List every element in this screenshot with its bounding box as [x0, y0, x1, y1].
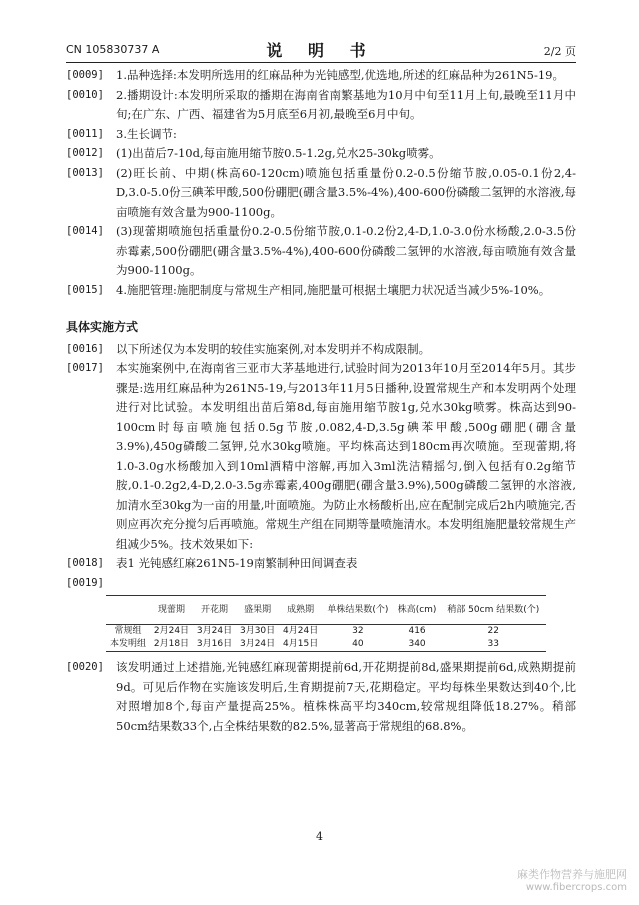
- table-row: [106, 625, 546, 639]
- paragraph-text: (3)现蕾期喷施包括重量份0.2-0.5份缩节胺,0.1-0.2份2,4-D,1.0-3.0份水杨酸,2.0-3.5份赤霉素,500份硼肥(硼含量3.5%-4%),400-600份磷酸二氢钾的水溶液,每亩喷施有效含量为900-1100g。: [116, 224, 576, 277]
- paragraph-number: [0014]: [66, 225, 104, 237]
- page-header: [66, 36, 576, 60]
- paragraph-0019: [66, 574, 576, 594]
- table-header-row: [106, 596, 546, 625]
- paragraph-0016: [66, 340, 576, 360]
- paragraph-text: (2)旺长前、中期(株高60-120cm)喷施包括重量份0.2-0.5份缩节胺,0.05-0.1份2,4-D,3.0-5.0份三碘苯甲酸,500份硼肥(硼含量3.5%-4%),400-600份磷酸二氢钾的水溶液,每亩喷施有效含量为900-1100g。: [116, 165, 576, 219]
- watermark: [517, 868, 627, 894]
- table-header-cell: 成熟期: [279, 596, 322, 625]
- field-survey-table: [106, 595, 546, 652]
- table-row: [106, 638, 546, 652]
- paragraph-number: [0017]: [66, 362, 104, 374]
- paragraph-0010: [66, 86, 576, 125]
- header-divider: [66, 62, 576, 63]
- table-cell: 3月24日: [236, 638, 279, 652]
- table-header-cell: 开花期: [193, 596, 236, 625]
- table-header-cell: 现蕾期: [150, 596, 193, 625]
- paragraph-text: 4.施肥管理:施肥制度与常规生产相同,施肥量可根据土壤肥力状况适当减少5%-10%。: [116, 282, 551, 297]
- table-header-cell: 盛果期: [236, 596, 279, 625]
- paragraph-number: [0009]: [66, 69, 104, 81]
- paragraph-number: [0011]: [66, 127, 104, 140]
- table-cell: 常规组: [114, 626, 142, 636]
- paragraph-number: [0013]: [66, 166, 104, 179]
- table-cell: 4月15日: [279, 638, 322, 652]
- watermark-title: 麻类作物营养与施肥网: [517, 868, 627, 881]
- table-cell: 3月30日: [239, 626, 276, 636]
- patent-number: CN 105830737 A: [66, 43, 160, 56]
- section-heading: 具体实施方式: [66, 320, 139, 334]
- paragraph-number: [0015]: [66, 283, 104, 296]
- paragraph-number: [0019]: [66, 576, 104, 589]
- table-cell: 2月24日: [153, 626, 190, 636]
- paragraph-text: 3.生长调节:: [116, 126, 177, 141]
- document-title: 说 明 书: [266, 41, 376, 60]
- table-cell: 32: [352, 626, 364, 636]
- paragraph-0014: [66, 222, 576, 281]
- table-cell: 33: [441, 638, 546, 652]
- paragraph-0015: [66, 281, 576, 301]
- paragraph-number: [0012]: [66, 147, 104, 159]
- table-cell: 416: [408, 626, 426, 636]
- paragraph-number: [0010]: [66, 88, 104, 101]
- paragraph-number: [0018]: [66, 557, 104, 569]
- table-header-cell: 单株结果数(个): [322, 596, 393, 625]
- paragraph-text: 2.播期设计:本发明所采取的播期在海南省南繁基地为10月中旬至11月上旬,最晚至11月中旬;在广东、广西、福建省为5月底至6月初,最晚至6月中旬。: [116, 87, 576, 121]
- page-indicator: 2/2 页: [543, 45, 576, 58]
- paragraph-text: 该发明通过上述措施,光钝感红麻现蕾期提前6d,开花期提前8d,盛果期提前6d,成熟期提前9d。可见后作物在实施该发明后,生育期提前7天,花期稳定。平均每株坐果数达到40个,比对照增加8个,每亩产量提高25%。植株株高平均340cm,较常规组降低18.27%。稍部50cm结果数33个,占全株结果数的82.5%,显著高于常规组的68.8%。: [116, 660, 576, 733]
- paragraph-text: 1.品种选择:本发明所选用的红麻品种为光钝感型,优选地,所述的红麻品种为261N5-19。: [116, 68, 565, 82]
- paragraph-0020: [66, 658, 576, 736]
- table-header-cell: [106, 596, 150, 625]
- paragraph-text: 以下所述仅为本发明的较佳实施案例,对本发明并不构成限制。: [116, 341, 431, 356]
- table-cell: 本发明组: [106, 638, 150, 652]
- paragraph-0017: [66, 359, 576, 554]
- paragraph-0018: [66, 554, 576, 574]
- paragraph-text: (1)出苗后7-10d,每亩施用缩节胺0.5-1.2g,兑水25-30kg喷雾。: [116, 146, 441, 160]
- table-cell: 22: [487, 626, 499, 636]
- table-header-cell: 稍部 50cm 结果数(个): [441, 596, 546, 625]
- paragraph-text: 本实施案例中,在海南省三亚市大茅基地进行,试验时间为2013年10月至2014年5月。其步骤是:选用红麻品种为261N5-19,与2013年11月5日播种,设置常规生产和本发明两个处理进行对比试验。本发明组出苗后第8d,每亩施用缩节胺1g,兑水30kg喷雾。株高达到90-100cm时每亩喷施包括0.5g节胺,0.082,4-D,3.5g碘苯甲酸,500g硼肥(硼含量3.9%),450g磷酸二氢钾,兑水30kg喷施。平均株高达到180cm再次喷施。至现蕾期,将1.0-3.0g水杨酸加入到10ml酒精中溶解,再加入3ml洗洁精摇匀,倒入包括有0.2g缩节胺,0.1-0.2g2,4-D,2.0-3.5g赤霉素,400g硼肥(硼含量3.9%),500g磷酸二氢钾的水溶液,加清水至30kg为一亩的用量,叶面喷施。为防止水杨酸析出,应在配制完成后2h内喷施完,否则应再次充分搅匀后再喷施。常规生产组在同期等量喷施清水。本发明组施肥量较常规生产组减少5%。技术效果如下:: [116, 361, 576, 551]
- paragraph-0013: [66, 164, 576, 223]
- table-cell: 3月16日: [193, 638, 236, 652]
- paragraph-number: [0016]: [66, 342, 104, 355]
- paragraph-text: [116, 574, 576, 594]
- document-body: [66, 66, 576, 736]
- table-cell: 40: [322, 638, 393, 652]
- table-cell: 2月18日: [150, 638, 193, 652]
- page-number: 4: [316, 830, 323, 843]
- paragraph-number: [0020]: [66, 661, 104, 673]
- table-cell: 340: [394, 638, 441, 652]
- paragraph-0011: [66, 125, 576, 145]
- paragraph-0012: [66, 144, 576, 164]
- paragraph-0009: [66, 66, 576, 86]
- watermark-url: www.fibercrops.com: [525, 882, 627, 893]
- table-cell: 4月24日: [283, 626, 319, 636]
- table-cell: 3月24日: [196, 626, 233, 636]
- table-header-cell: 株高(cm): [394, 596, 441, 625]
- table-caption: 表1 光钝感红麻261N5-19南繁制种田间调查表: [116, 556, 358, 570]
